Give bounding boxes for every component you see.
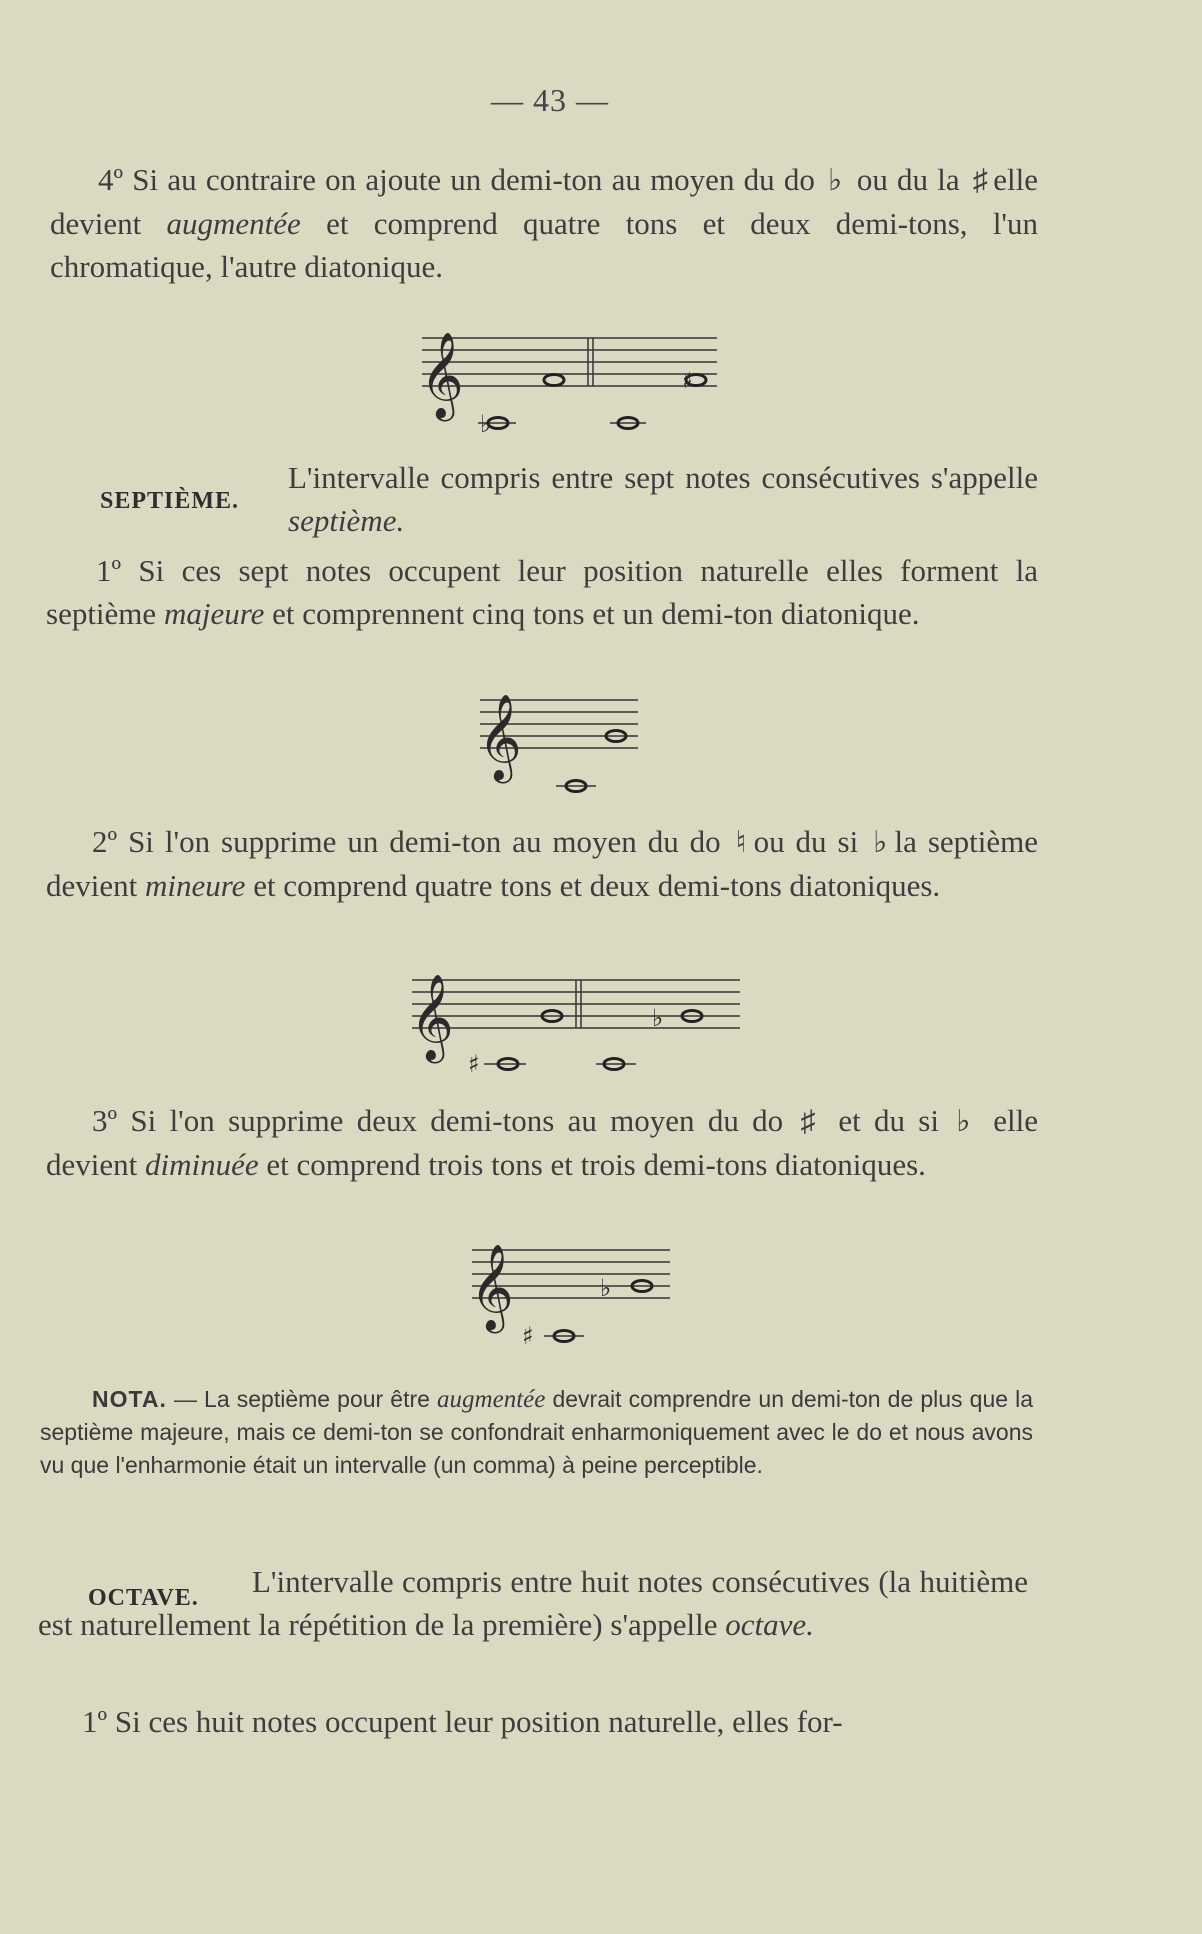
emphasis-augmentee: augmentée [166,206,301,241]
flat-icon: ♭ [600,1274,612,1302]
text: ou du la [856,162,960,197]
definition-octave [38,1560,1028,1646]
definition-septieme [288,456,1038,542]
paragraph-octave-natural [38,1700,1038,1743]
flat-symbol: ♭ [828,164,844,197]
text: 1º Si ces sept notes occupent leur position naturelle elles forment la septième [46,553,1038,631]
text: 3º Si l'on supprime deux demi-tons au moyen du do [92,1103,784,1138]
sharp-icon: ♯ [468,1050,480,1078]
page-number: — 43 — [491,82,609,118]
text: L'intervalle compris entre huit notes consécutives (la huitième est naturellement la répétition de la première) s'appelle [38,1564,1028,1642]
text: et comprend quatre tons et deux demi-tons diatoniques. [253,868,941,903]
staff-example-major-seventh [470,690,650,800]
treble-clef-icon: 𝄞 [420,332,464,418]
text: et comprend trois tons et trois demi-tons diatoniques. [266,1147,926,1182]
text: et comprend quatre tons et deux demi-tons, l'un chromatique, l'autre diatonique. [50,206,1039,284]
text: elle devient [46,1103,1039,1182]
flat-icon: ♭ [480,410,492,438]
text: 2º Si l'on supprime un demi-ton au moyen du do [92,824,721,859]
text: L'intervalle compris entre sept notes consécutives s'appelle [288,460,1038,495]
flat-symbol: ♭ [956,1105,976,1138]
sharp-symbol: ♯ [800,1105,821,1138]
flat-symbol: ♭ [873,826,891,859]
sharp-symbol: ♯ [972,164,990,197]
flat-icon: ♭ [652,1004,664,1032]
treble-clef-icon: 𝄞 [470,1244,514,1330]
paragraph-major-seventh [46,549,1038,635]
text: et du si [838,1103,939,1138]
sharp-icon: ♯ [682,369,693,394]
text: et comprennent cinq tons et un demi-ton diatonique. [272,596,920,631]
emphasis-octave: octave. [725,1607,814,1642]
text: 1º Si ces huit notes occupent leur position naturelle, elles for- [82,1704,843,1739]
side-heading-octave: OCTAVE. [88,1585,199,1611]
nota-label: NOTA. [92,1386,167,1412]
natural-symbol: ♮ [735,826,750,859]
text: — La septième pour être [173,1386,430,1412]
paragraph-minor-seventh [46,820,1038,907]
emphasis-diminuee: diminuée [145,1147,259,1182]
emphasis-augmentee: augmentée [437,1386,546,1413]
staff-example-diminished-seventh [462,1238,682,1350]
staff-example-minor-seventh [402,968,752,1080]
text: devrait comprendre un demi-ton de plus que la septième majeure, mais ce demi-ton se confondrait enharmoniquement avec le do et nous avons vu que l'enharmonie était un intervalle (un comma) à peine perceptible. [40,1386,1034,1478]
text: ou du si [753,824,859,859]
staff-example-augmented-sixth [412,328,732,438]
paragraph-diminished-seventh [46,1099,1038,1186]
text: la septième devient [46,824,1039,903]
emphasis-mineure: mineure [145,868,246,903]
treble-clef-icon: 𝄞 [478,694,522,780]
text: 4º Si au contraire on ajoute un demi-ton au moyen du do [98,162,815,197]
paragraph-augmented-sixth [50,158,1038,288]
emphasis-majeure: majeure [163,596,265,631]
side-heading-septieme: SEPTIÈME. [100,488,240,514]
nota-note [40,1383,1033,1482]
sharp-icon: ♯ [522,1322,534,1350]
text: elle devient [50,162,1039,241]
treble-clef-icon: 𝄞 [410,974,454,1060]
emphasis-septieme: septième. [288,503,405,538]
